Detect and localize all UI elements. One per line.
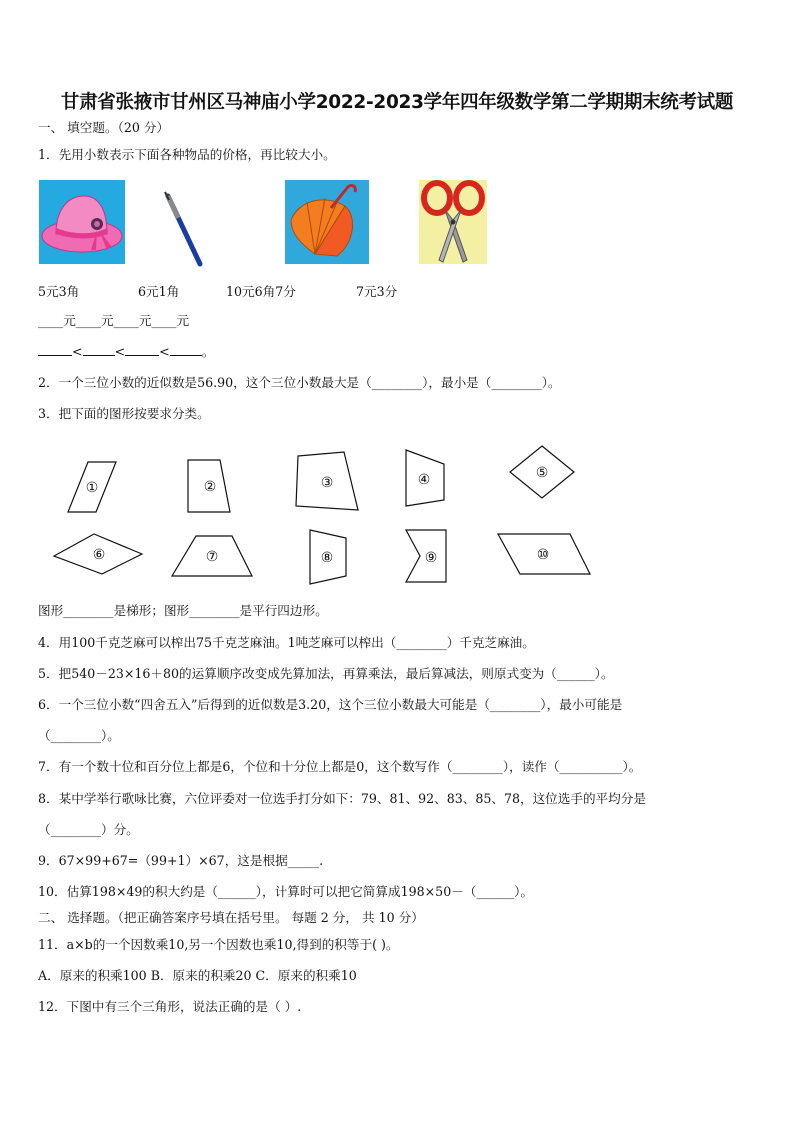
question-8-line-1: 8．某中学举行歌咏比赛，六位评委对一位选手打分如下：79、81、92、83、85、78，这位选手的平均分是 [38, 791, 646, 806]
pen-image [160, 190, 208, 270]
shape-label-2: ② [203, 479, 217, 495]
shape-label-1: ① [85, 480, 99, 496]
shape-label-4: ④ [417, 472, 431, 488]
section-2-heading: 二、 选择题。（把正确答案序号填在括号里。 每题 2 分， 共 10 分） [38, 910, 424, 925]
less-than-2: < [114, 344, 126, 359]
umbrella-image [285, 180, 369, 264]
question-10: 10．估算198×49的积大约是（______），计算时可以把它简算成198×50－（______）。 [38, 884, 534, 899]
question-3-answer: 图形________是梯形；图形________是平行四边形。 [38, 603, 328, 618]
hat-image [39, 180, 125, 264]
compare-blank-3[interactable] [125, 343, 159, 356]
period: 。 [201, 344, 215, 359]
question-9: 9．67×99+67=（99+1）×67，这是根据_____. [38, 853, 324, 868]
question-8-line-2: （________）分。 [38, 822, 139, 837]
question-11: 11．a×b的一个因数乘10,另一个因数也乘10,得到的积等于( )。 [38, 937, 399, 952]
less-than-1: < [72, 344, 83, 359]
price-scissors: 7元3分 [356, 284, 398, 299]
scissors-image [419, 180, 487, 264]
question-11-options: A．原来的积乘100 B．原来的积乘20 C．原来的积乘10 [38, 968, 357, 983]
question-1-decimal-blanks: ____元____元____元____元 [38, 313, 190, 328]
price-pen: 6元1角 [138, 284, 180, 299]
shape-label-6: ⑥ [92, 547, 106, 563]
price-hat: 5元3角 [38, 284, 80, 299]
section-1-heading: 一、 填空题。（20 分） [38, 120, 170, 135]
compare-blank-4[interactable] [170, 343, 202, 356]
shape-label-8: ⑧ [320, 550, 334, 566]
less-than-3: < [159, 344, 170, 359]
question-4: 4．用100千克芝麻可以榨出75千克芝麻油。1吨芝麻可以榨出（________）千克芝麻油。 [38, 635, 535, 650]
price-umbrella: 10元6角7分 [226, 284, 296, 299]
exam-title: 甘肃省张掖市甘州区马神庙小学2022-2023学年四年级数学第二学期期末统考试题 [60, 92, 734, 113]
question-2: 2．一个三位小数的近似数是56.90，这个三位小数最大是（________），最小是（________）。 [38, 375, 561, 390]
shape-label-10: ⑩ [536, 547, 550, 563]
shapes-figure [40, 436, 600, 592]
shape-label-9: ⑨ [424, 550, 438, 566]
compare-blank-2[interactable] [83, 343, 115, 356]
shape-label-3: ③ [320, 475, 334, 491]
compare-blank-1[interactable] [38, 343, 72, 356]
shape-label-7: ⑦ [205, 549, 219, 565]
question-7: 7．有一个数十位和百分位上都是6，个位和十分位上都是0，这个数写作（________），读作（__________）。 [38, 759, 642, 774]
question-1-compare-blanks [38, 343, 214, 360]
shape-label-5: ⑤ [535, 465, 549, 481]
question-3: 3．把下面的图形按要求分类。 [38, 406, 210, 421]
question-12: 12．下图中有三个三角形，说法正确的是（ ）. [38, 999, 302, 1014]
question-6-line-1: 6．一个三位小数“四舍五入”后得到的近似数是3.20，这个三位小数最大可能是（________），最小可能是 [38, 697, 623, 712]
question-5: 5．把540－23×16＋80的运算顺序改变成先算加法，再算乘法，最后算减法，则原式变为（______）。 [38, 666, 614, 681]
question-1: 1．先用小数表示下面各种物品的价格，再比较大小。 [38, 147, 336, 162]
question-6-line-2: （________）。 [38, 728, 120, 743]
